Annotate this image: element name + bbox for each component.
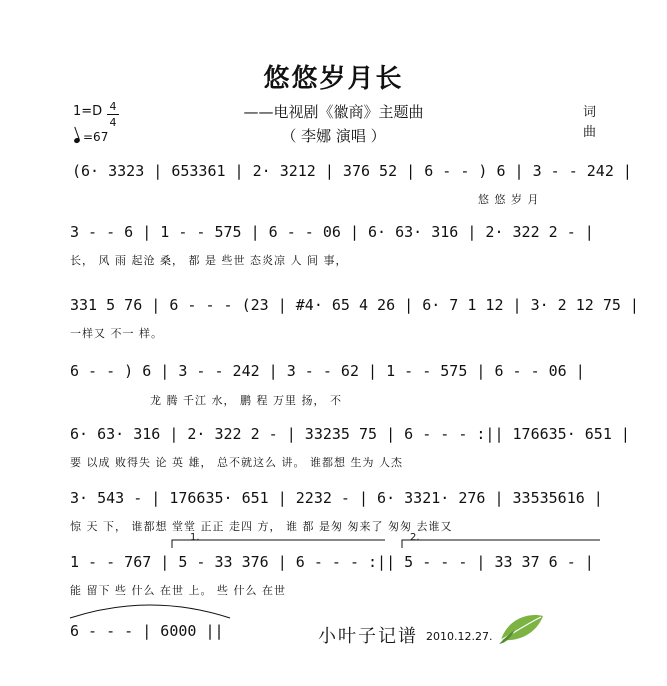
score-row-8-notes: 6 - - - | 6000 || [70,622,224,640]
song-title: 悠悠岁月长 [263,64,404,94]
singer-credit: （ 李娜 演唱 ） [281,127,386,145]
score-row-7-lyrics: 能 留下 些 什么 在世 上。 些 什么 在世 [70,584,286,597]
score-row-1-notes: (6· 3323 | 653361 | 2· 3212 | 376 52 | 6 - - ) 6 | 3 - - 242 | [72,162,632,180]
score-row-7-notes: 1 - - 767 | 5 - 33 376 | 6 - - - :|| 5 - - - | 33 37 6 - | [70,553,594,571]
time-bottom: 4 [109,116,117,129]
score-row-6-lyrics: 惊 天 下， 谁都想 堂堂 正正 走四 方， 谁 都 是匆 匆来了 匆匆 去谁又 [70,520,453,533]
score-row-4-lyrics: 龙 腾 千江 水， 鹏 程 万里 扬， 不 [150,394,342,407]
transcriber-signature: 小叶子记谱 [318,626,418,647]
score-row-6-notes: 3· 543 - | 176635· 651 | 2232 - | 6· 3321· 276 | 33535616 | [70,489,603,507]
tie-arc [70,605,230,618]
score-row-2-lyrics: 长， 风 雨 起沧 桑， 都 是 些世 态炎凉 人 间 事， [70,254,348,267]
score-row-4-notes: 6 - - ) 6 | 3 - - 242 | 3 - - 62 | 1 - - 575 | 6 - - 06 | [70,362,585,380]
volta-second-bracket [402,540,600,548]
song-subtitle: ——电视剧《徽商》主题曲 [243,103,424,121]
score-row-3-lyrics: 一样又 不一 样。 [70,327,163,340]
volta-first-bracket [172,540,385,548]
lyricist-label: 词 [583,105,597,120]
score-row-2-notes: 3 - - 6 | 1 - - 575 | 6 - - 06 | 6· 63· 316 | 2· 322 2 - | [70,223,594,241]
composer-label: 曲 [583,125,597,140]
leaf-icon [497,610,547,646]
tempo-value: =67 [83,130,109,144]
score-row-5-notes: 6· 63· 316 | 2· 322 2 - | 33235 75 | 6 - - - :|| 176635· 651 | [70,425,630,443]
score-row-3-notes: 331 5 76 | 6 - - - (23 | #4· 65 4 26 | 6· 7 1 12 | 3· 2 12 75 | [70,296,639,314]
volta-first-label: 1. [190,532,200,543]
volta-second-label: 2. [410,532,420,543]
score-row-1-lyrics: 悠 悠 岁 月 [478,193,540,206]
transcription-date: 2010.12.27. [426,630,493,643]
score-row-5-lyrics: 要 以成 败得失 论 英 雄， 总不就这么 讲。 谁都想 生为 人杰 [70,456,403,469]
key-signature: 1=D [73,104,103,119]
time-top: 4 [109,100,117,113]
